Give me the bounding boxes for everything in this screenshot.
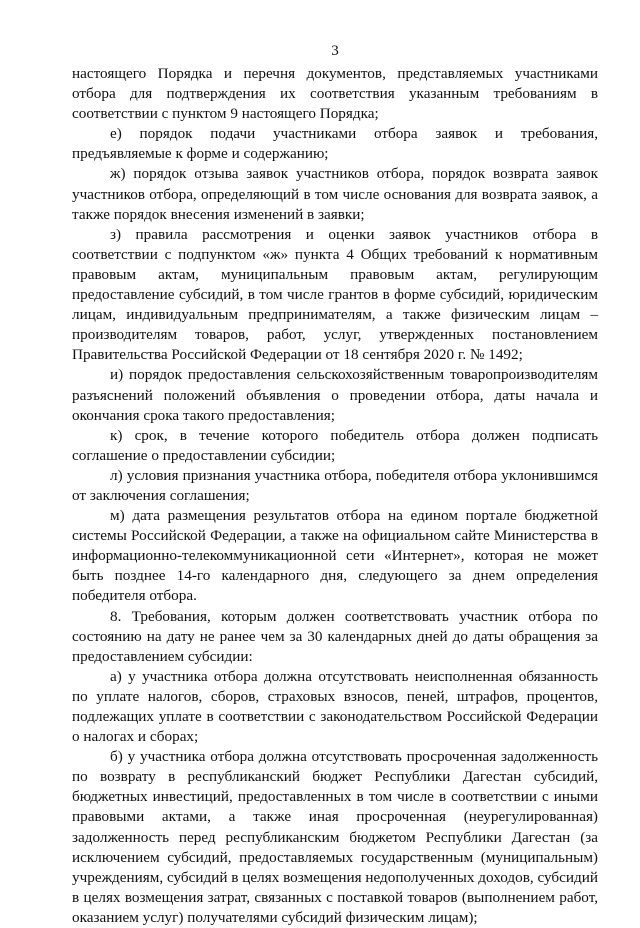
paragraph-item-z: з) правила рассмотрения и оценки заявок участников отбора в соответствии с подпунктом «ж» пункта 4 Общих требований к нормативным правовым актам, муниципальным правовым актам, регулирующим предоставление субсидий, в том числе грантов в форме субсидий, юридическим лицам, индивидуальным предпринимателям, а также физическим лицам – производителям товаров, работ, услуг, утвержденных постановлением Правительства Российской Федерации от 18 сентября 2020 г. № 1492; [72, 225, 598, 364]
document-body [72, 64, 598, 928]
paragraph-item-i: и) порядок предоставления сельскохозяйственным товаропроизводителям разъяснений положений объявления о проведении отбора, даты начала и окончания срока такого предоставления; [72, 366, 598, 424]
paragraph-item-a: а) у участника отбора должна отсутствовать неисполненная обязанность по уплате налогов, сборов, страховых взносов, пеней, штрафов, процентов, подлежащих уплате в соответствии с законодательством Российской Федерации о налогах и сборах; [72, 667, 598, 746]
paragraph-item-zh: ж) порядок отзыва заявок участников отбора, порядок возврата заявок участников отбора, определяющий в том числе основания для возврата заявок, а также порядок внесения изменений в заявки; [72, 165, 598, 223]
paragraph-continuation: настоящего Порядка и перечня документов, представляемых участниками отбора для подтверждения их соответствия указанным требованиям в соответствии с пунктом 9 настоящего Порядка; [72, 65, 598, 123]
paragraph-section-8: 8. Требования, которым должен соответствовать участник отбора по состоянию на дату не ранее чем за 30 календарных дней до даты обращения за предоставлением субсидии: [72, 607, 598, 665]
paragraph-item-k: к) срок, в течение которого победитель отбора должен подписать соглашение о предоставлении субсидии; [72, 426, 598, 464]
page-number: 3 [331, 43, 339, 59]
paragraph-item-b: б) у участника отбора должна отсутствовать просроченная задолженность по возврату в республиканский бюджет Республики Дагестан субсидий, бюджетных инвестиций, предоставленных в том числе в соответствии с иными правовыми актами, а также иная просроченная (неурегулированная) задолженность перед республиканским бюджетом Республики Дагестан (за исключением субсидий, предоставляемых государственным (муниципальным) учреждениям, субсидий в целях возмещения недополученных доходов, субсидий в целях возмещения затрат, связанных с поставкой товаров (выполнением работ, оказанием услуг) получателями субсидий физическим лицам); [72, 748, 598, 926]
paragraph-item-e: е) порядок подачи участниками отбора заявок и требования, предъявляемые к форме и содержанию; [72, 125, 598, 163]
paragraph-item-m: м) дата размещения результатов отбора на едином портале бюджетной системы Российской Федерации, а также на официальном сайте Министерства в информационно-телекоммуникационной сети «Интернет», которая не может быть позднее 14-го календарного дня, следующего за днем определения победителя отбора. [72, 507, 598, 605]
paragraph-item-l: л) условия признания участника отбора, победителя отбора уклонившимся от заключения соглашения; [72, 466, 598, 504]
